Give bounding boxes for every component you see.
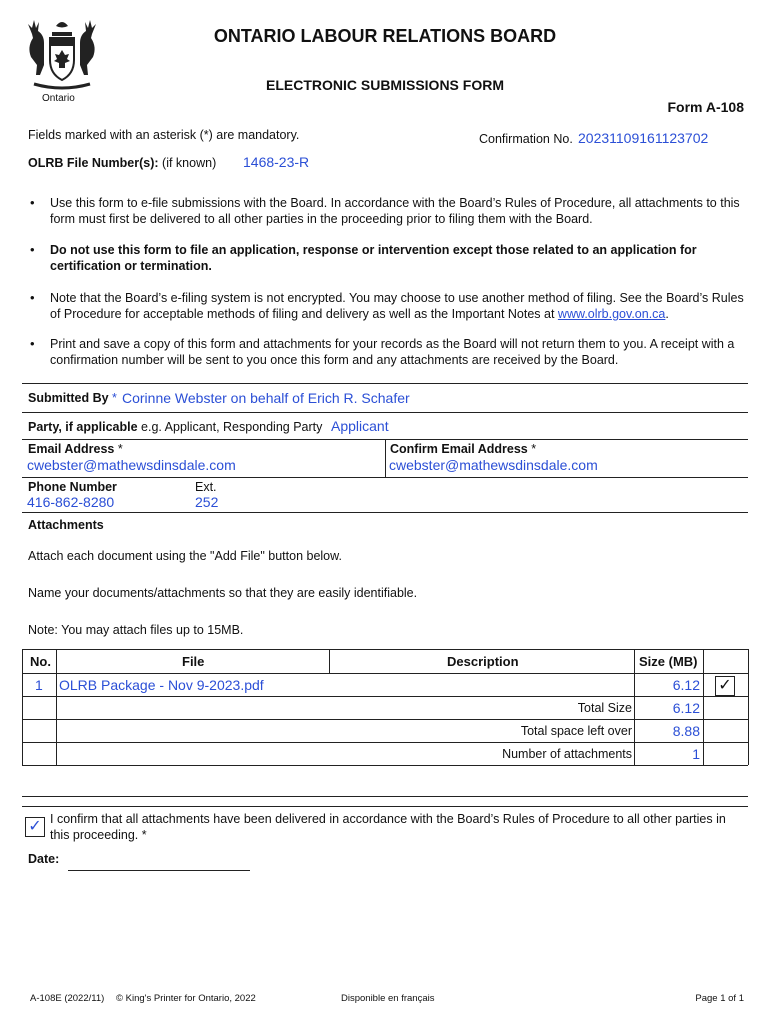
submitted-by-label: Submitted By [28,391,109,405]
bullet-marker: • [30,290,35,305]
row-1-checkbox[interactable]: ✓ [715,676,735,696]
party-row [28,420,322,434]
party-hint: e.g. Applicant, Responding Party [141,420,323,434]
confirm-delivery-text [50,811,740,843]
confirm-delivery-checkbox[interactable]: ✓ [25,817,45,837]
confirm-delivery-statement: I confirm that all attachments have been delivered in accordance with the Board’s Rules of Procedure to all other parties in this proceeding. [50,812,726,842]
file-number-field[interactable]: 1468-23-R [243,154,310,170]
ext-field[interactable]: 252 [195,494,219,510]
attachment-count-label: Number of attachments [502,747,632,761]
footer-form-code: A-108E (2022/11) [30,993,105,1004]
instruction-bullet-4: Print and save a copy of this form and attachments for your records as the Board will not return them to you. A receipt with a confirmation number will be sent to you once this form and any attachments are received by the Board. [50,337,735,367]
file-number-row [28,156,216,170]
mandatory-note: Fields marked with an asterisk (*) are mandatory. [28,128,300,142]
attachment-count-value: 1 [692,746,700,762]
footer-french-link[interactable]: Disponible en français [341,993,435,1004]
bullet-3-end: . [665,307,669,321]
page-title: ONTARIO LABOUR RELATIONS BOARD [213,26,557,46]
attach-instruction-3: Note: You may attach files up to 15MB. [28,623,244,637]
required-asterisk: * [117,442,123,456]
party-field[interactable]: Applicant [331,418,389,434]
form-subtitle: ELECTRONIC SUBMISSIONS FORM [265,77,504,93]
date-field[interactable] [68,870,250,871]
attach-instruction-2: Name your documents/attachments so that they are easily identifiable. [28,586,418,600]
party-label: Party, if applicable [28,420,138,434]
email-field[interactable]: cwebster@mathewsdinsdale.com [27,457,236,473]
bullet-marker: • [30,336,35,351]
total-size-label: Total Size [577,701,632,715]
required-asterisk: * [112,391,117,405]
row-1-size: 6.12 [672,677,700,693]
submitted-by-field[interactable]: Corinne Webster on behalf of Erich R. Schafer [122,390,410,406]
submitted-by-row [28,391,117,405]
confirm-email-label: Confirm Email Address [390,442,528,456]
required-asterisk: * [141,828,147,842]
space-left-label: Total space left over [520,724,632,738]
attachments-heading: Attachments [28,518,104,532]
confirm-email-field[interactable]: cwebster@mathewsdinsdale.com [389,457,598,473]
file-number-hint: (if known) [162,156,217,170]
confirmation-number: 20231109161123702 [578,130,709,146]
confirm-email-label-row [390,442,536,456]
space-left-value: 8.88 [672,723,700,739]
footer-copyright: © King's Printer for Ontario, 2022 [116,993,256,1004]
phone-label: Phone Number [28,480,117,494]
row-1-file[interactable]: OLRB Package - Nov 9-2023.pdf [59,677,264,693]
logo-caption: Ontario [42,93,75,104]
phone-field[interactable]: 416-862-8280 [27,494,115,510]
instruction-bullet-2: Do not use this form to file an application, response or intervention except those related to an application for certification or termination. [50,243,697,273]
total-size-value: 6.12 [672,700,700,716]
col-header-file: File [182,654,205,669]
bullet-marker: • [30,242,35,257]
col-header-size: Size (MB) [639,654,698,669]
attach-instruction-1: Attach each document using the "Add File" button below. [28,549,342,563]
date-label: Date: [28,852,60,866]
email-label-row [28,442,123,456]
ext-label: Ext. [195,480,217,494]
col-header-description: Description [447,654,519,669]
footer-page-number: Page 1 of 1 [695,993,744,1004]
instruction-bullet-1: Use this form to e-file submissions with the Board. In accordance with the Board’s Rules of Procedure, all attachments to this form must first be delivered to all other parties in the proceeding prior to filing them with the Board. [50,196,740,226]
email-label: Email Address [28,442,115,456]
col-header-no: No. [30,654,51,669]
confirmation-label: Confirmation No. [479,132,573,146]
bullet-marker: • [30,195,35,210]
form-number: Form A-108 [667,99,744,115]
required-asterisk: * [531,442,537,456]
instruction-bullet-3 [50,290,750,322]
row-1-no: 1 [35,677,43,693]
olrb-website-link[interactable]: www.olrb.gov.on.ca [557,307,666,321]
bullet-3-text: Note that the Board’s e-filing system is not encrypted. You may choose to use another method of filing. See the Board’s Rules of Procedure for acceptable methods of filing and delivery as well as the Important Notes at [50,291,744,321]
file-number-label: OLRB File Number(s): [28,156,159,170]
